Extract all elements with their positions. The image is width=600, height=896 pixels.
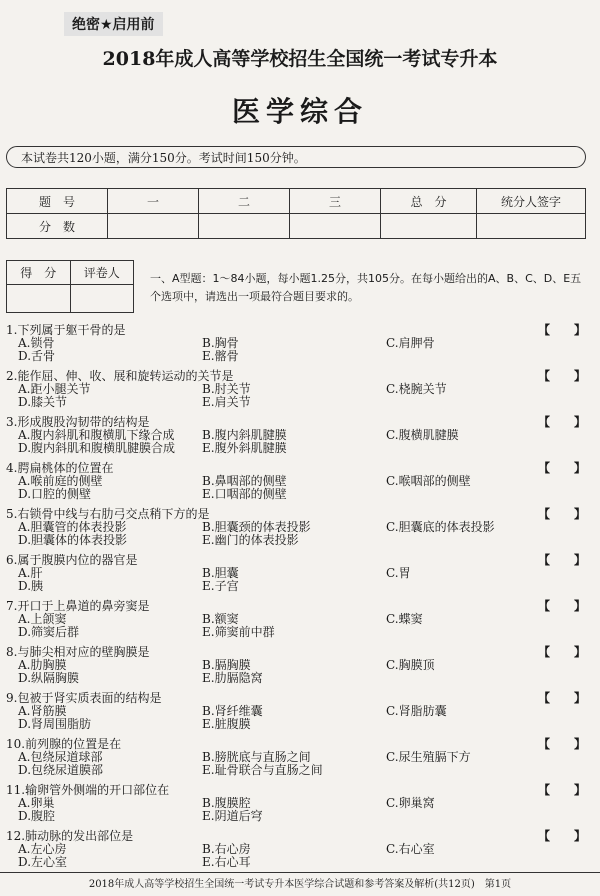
option-d[interactable]: D.腹腔 [18, 809, 56, 823]
option-a[interactable]: A.肾筋膜 [18, 704, 67, 718]
option-a[interactable]: A.胆囊管的体表投影 [18, 520, 127, 534]
section-instructions: 一、A型题：1～84小题，每小题1.25分，共105分。在每小题给出的A、B、C、D、E五个选项中，请选出一项最符合题目要求的。 [150, 272, 582, 303]
option-d[interactable]: D.胆囊体的体表投影 [18, 533, 128, 547]
question-stem: 2.能作屈、伸、收、展和旋转运动的关节是 [6, 369, 234, 383]
question-stem: 6.属于腹膜内位的器官是 [6, 553, 138, 567]
option-d[interactable]: D.左心室 [18, 855, 68, 869]
option-e[interactable]: E.耻骨联合与直肠之间 [202, 763, 323, 777]
option-e[interactable]: E.髂骨 [202, 349, 239, 363]
option-b[interactable]: B.膀胱底与直肠之间 [202, 750, 311, 764]
option-a[interactable]: A.包绕尿道球部 [18, 750, 103, 764]
score-header-2: 二 [199, 189, 290, 214]
option-a[interactable]: A.锁骨 [18, 336, 55, 350]
grader-score-cell[interactable] [7, 285, 71, 313]
option-b[interactable]: B.腹内斜肌腱膜 [202, 428, 287, 442]
question-stem: 11.输卵管外侧端的开口部位在 [6, 783, 170, 797]
option-c[interactable]: C.肩胛骨 [386, 336, 435, 350]
question-4 [6, 462, 596, 501]
option-e[interactable]: E.口咽部的侧壁 [202, 487, 287, 501]
option-a[interactable]: A.喉前庭的侧壁 [18, 474, 103, 488]
question-5 [6, 508, 596, 547]
option-c[interactable]: C.尿生殖膈下方 [386, 750, 471, 764]
option-c[interactable]: C.胸膜顶 [386, 658, 435, 672]
option-e[interactable]: E.子宫 [202, 579, 239, 593]
exam-title: 2018年成人高等学校招生全国统一考试专升本 [102, 48, 498, 70]
score-cell[interactable] [477, 214, 586, 239]
score-header-3: 三 [290, 189, 381, 214]
option-d[interactable]: D.肾周围脂肪 [18, 717, 92, 731]
question-12 [6, 830, 596, 869]
option-d[interactable]: D.口腔的侧壁 [18, 487, 92, 501]
option-d[interactable]: D.腹内斜肌和腹横肌腱膜合成 [18, 441, 176, 455]
question-stem: 1.下列属于躯干骨的是 [6, 323, 126, 337]
option-c[interactable]: C.腹横肌腱膜 [386, 428, 459, 442]
secret-label: 绝密★启用前 [64, 12, 163, 36]
option-c[interactable]: C.喉咽部的侧壁 [386, 474, 471, 488]
answer-bracket[interactable]: 【 】 [537, 507, 586, 521]
question-stem: 3.形成腹股沟韧带的结构是 [6, 415, 150, 429]
question-8 [6, 646, 596, 685]
option-c[interactable]: C.桡腕关节 [386, 382, 447, 396]
option-a[interactable]: A.上颌窦 [18, 612, 67, 626]
option-b[interactable]: B.膈胸膜 [202, 658, 251, 672]
question-3 [6, 416, 596, 455]
question-2 [6, 370, 596, 409]
option-b[interactable]: B.右心房 [202, 842, 251, 856]
score-header-5: 统分人签字 [477, 189, 586, 214]
question-stem: 4.腭扁桃体的位置在 [6, 461, 114, 475]
option-e[interactable]: E.右心耳 [202, 855, 251, 869]
option-c[interactable]: C.胆囊底的体表投影 [386, 520, 495, 534]
option-c[interactable]: C.肾脂肪囊 [386, 704, 447, 718]
answer-bracket[interactable]: 【 】 [537, 691, 586, 705]
option-e[interactable]: E.肩关节 [202, 395, 251, 409]
question-stem: 5.右锁骨中线与右肋弓交点稍下方的是 [6, 507, 210, 521]
exam-notice: 本试卷共120小题，满分150分。考试时间150分钟。 [6, 146, 586, 168]
option-e[interactable]: E.阴道后穹 [202, 809, 263, 823]
option-b[interactable]: B.胆囊 [202, 566, 239, 580]
option-c[interactable]: C.右心室 [386, 842, 435, 856]
question-6 [6, 554, 596, 593]
score-header-0: 题 号 [7, 189, 108, 214]
score-row-label: 分 数 [7, 214, 108, 239]
option-a[interactable]: A.腹内斜肌和腹横肌下缘合成 [18, 428, 175, 442]
answer-bracket[interactable]: 【 】 [537, 599, 586, 613]
option-b[interactable]: B.肾纤维囊 [202, 704, 263, 718]
score-table [6, 188, 586, 239]
question-stem: 8.与肺尖相对应的壁胸膜是 [6, 645, 150, 659]
option-d[interactable]: D.纵隔胸膜 [18, 671, 80, 685]
option-c[interactable]: C.卵巢窝 [386, 796, 435, 810]
question-9 [6, 692, 596, 731]
option-a[interactable]: A.卵巢 [18, 796, 55, 810]
question-stem: 9.包被于肾实质表面的结构是 [6, 691, 162, 705]
option-c[interactable]: C.胃 [386, 566, 411, 580]
option-c[interactable]: C.蝶窦 [386, 612, 423, 626]
grader-table [6, 260, 134, 313]
option-a[interactable]: A.肋胸膜 [18, 658, 67, 672]
option-d[interactable]: D.筛窦后群 [18, 625, 80, 639]
option-b[interactable]: B.鼻咽部的侧壁 [202, 474, 287, 488]
option-a[interactable]: A.距小腿关节 [18, 382, 91, 396]
option-e[interactable]: E.腹外斜肌腱膜 [202, 441, 287, 455]
option-d[interactable]: D.舌骨 [18, 349, 56, 363]
subject-title: 医学综合 [231, 95, 368, 128]
score-cell[interactable] [108, 214, 199, 239]
score-cell[interactable] [199, 214, 290, 239]
option-e[interactable]: E.脏腹膜 [202, 717, 251, 731]
question-stem: 7.开口于上鼻道的鼻旁窦是 [6, 599, 150, 613]
question-10 [6, 738, 596, 777]
option-e[interactable]: E.幽门的体表投影 [202, 533, 299, 547]
answer-bracket[interactable]: 【 】 [537, 369, 586, 383]
option-b[interactable]: B.胸骨 [202, 336, 239, 350]
answer-bracket[interactable]: 【 】 [537, 737, 586, 751]
option-b[interactable]: B.胆囊颈的体表投影 [202, 520, 311, 534]
score-header-1: 一 [108, 189, 199, 214]
grader-reviewer-cell[interactable] [70, 285, 134, 313]
grader-score-label: 得 分 [7, 261, 71, 285]
question-1 [6, 324, 596, 363]
option-b[interactable]: B.腹膜腔 [202, 796, 251, 810]
answer-bracket[interactable]: 【 】 [537, 645, 586, 659]
answer-bracket[interactable]: 【 】 [537, 553, 586, 567]
answer-bracket[interactable]: 【 】 [537, 783, 586, 797]
option-d[interactable]: D.膝关节 [18, 395, 68, 409]
answer-bracket[interactable]: 【 】 [537, 323, 586, 337]
option-e[interactable]: E.筛窦前中群 [202, 625, 275, 639]
option-b[interactable]: B.肘关节 [202, 382, 251, 396]
question-stem: 10.前列腺的位置是在 [6, 737, 122, 751]
question-7 [6, 600, 596, 639]
question-stem: 12.肺动脉的发出部位是 [6, 829, 134, 843]
answer-bracket[interactable]: 【 】 [537, 829, 586, 843]
score-header-4: 总 分 [381, 189, 477, 214]
score-cell[interactable] [290, 214, 381, 239]
option-d[interactable]: D.包绕尿道膜部 [18, 763, 104, 777]
question-11 [6, 784, 596, 823]
page-footer: 2018年成人高等学校招生全国统一考试专升本医学综合试题和参考答案及解析(共12页) 第1页 [0, 872, 600, 890]
score-cell[interactable] [381, 214, 477, 239]
option-e[interactable]: E.肋膈隐窝 [202, 671, 263, 685]
option-d[interactable]: D.胰 [18, 579, 44, 593]
option-b[interactable]: B.额窦 [202, 612, 239, 626]
answer-bracket[interactable]: 【 】 [537, 415, 586, 429]
grader-reviewer-label: 评卷人 [70, 261, 134, 285]
option-a[interactable]: A.肝 [18, 566, 43, 580]
answer-bracket[interactable]: 【 】 [537, 461, 586, 475]
option-a[interactable]: A.左心房 [18, 842, 67, 856]
